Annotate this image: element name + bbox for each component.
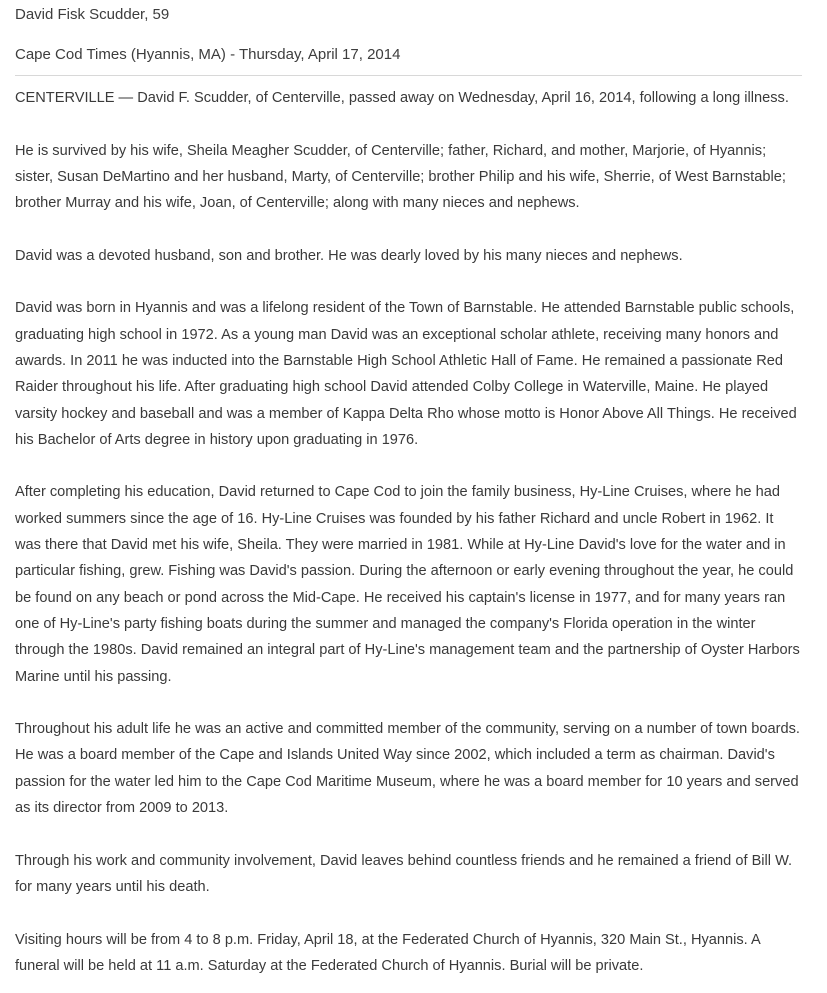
paragraph-community: Throughout his adult life he was an active and committed member of the community, serving on a number of town boards. He was a board member of the Cape and Islands United Way since 2002, which included a term as chairman. David's passion for the water led him to the Cape Cod Maritime Museum, where he was a board member for 10 years and served as its director from 2009 to 2013. (15, 721, 800, 817)
paragraph-career: After completing his education, David returned to Cape Cod to join the family business, Hy-Line Cruises, where he had worked summers since the age of 16. Hy-Line Cruises was founded by his father Richard and uncle Robert in 1962. It was there that David met his wife, Sheila. They were married in 1981. While at Hy-Line David's love for the water and in particular fishing, grew. Fishing was David's passion. During the afternoon or early evening throughout the year, he could be found on any beach or pond across the Mid-Cape. He received his captain's license in 1977, and for many years ran one of Hy-Line's party fishing boats during the summer and managed the company's Florida operation in the winter through the 1980s. David remained an integral part of Hy-Line's management team and the partnership of Oyster Harbors Marine until his passing. (15, 484, 800, 685)
paragraph-devotion: David was a devoted husband, son and brother. He was dearly loved by his many nieces and nephews. (15, 247, 683, 264)
divider (15, 75, 802, 76)
paragraph-intro: CENTERVILLE — David F. Scudder, of Centerville, passed away on Wednesday, April 16, 2014, following a long illness. (15, 90, 789, 106)
publication-source: Cape Cod Times (Hyannis, MA) - Thursday, April 17, 2014 (15, 46, 401, 63)
paragraph-early-life: David was born in Hyannis and was a lifelong resident of the Town of Barnstable. He attended Barnstable public schools, graduating high school in 1972. As a young man David was an exceptional scholar athlete, receiving many honors and awards. In 2011 he was inducted into the Barnstable High School Athletic Hall of Fame. He remained a passionate Red Raider throughout his life. After graduating high school David attended Colby College in Waterville, Maine. He played varsity hockey and baseball and was a member of Kappa Delta Rho whose motto is Honor Above All Things. He received his Bachelor of Arts degree in history upon graduating in 1976. (15, 300, 797, 448)
paragraph-services: Visiting hours will be from 4 to 8 p.m. Friday, April 18, at the Federated Church of Hyannis, 320 Main St., Hyannis. A funeral will be held at 11 a.m. Saturday at the Federated Church of Hyannis. Burial will be private. (15, 931, 760, 974)
obituary-title: David Fisk Scudder, 59 (15, 6, 170, 23)
paragraph-friends: Through his work and community involvement, David leaves behind countless friends and he remained a friend of Bill W. for many years until his death. (15, 852, 793, 895)
paragraph-survivors: He is survived by his wife, Sheila Meagher Scudder, of Centerville; father, Richard, and mother, Marjorie, of Hyannis; sister, Susan DeMartino and her husband, Marty, of Centerville; brother Philip and his wife, Sherrie, of West Barnstable; brother Murray and his wife, Joan, of Centerville; along with many nieces and nephews. (15, 142, 786, 212)
obituary-body (15, 85, 802, 979)
